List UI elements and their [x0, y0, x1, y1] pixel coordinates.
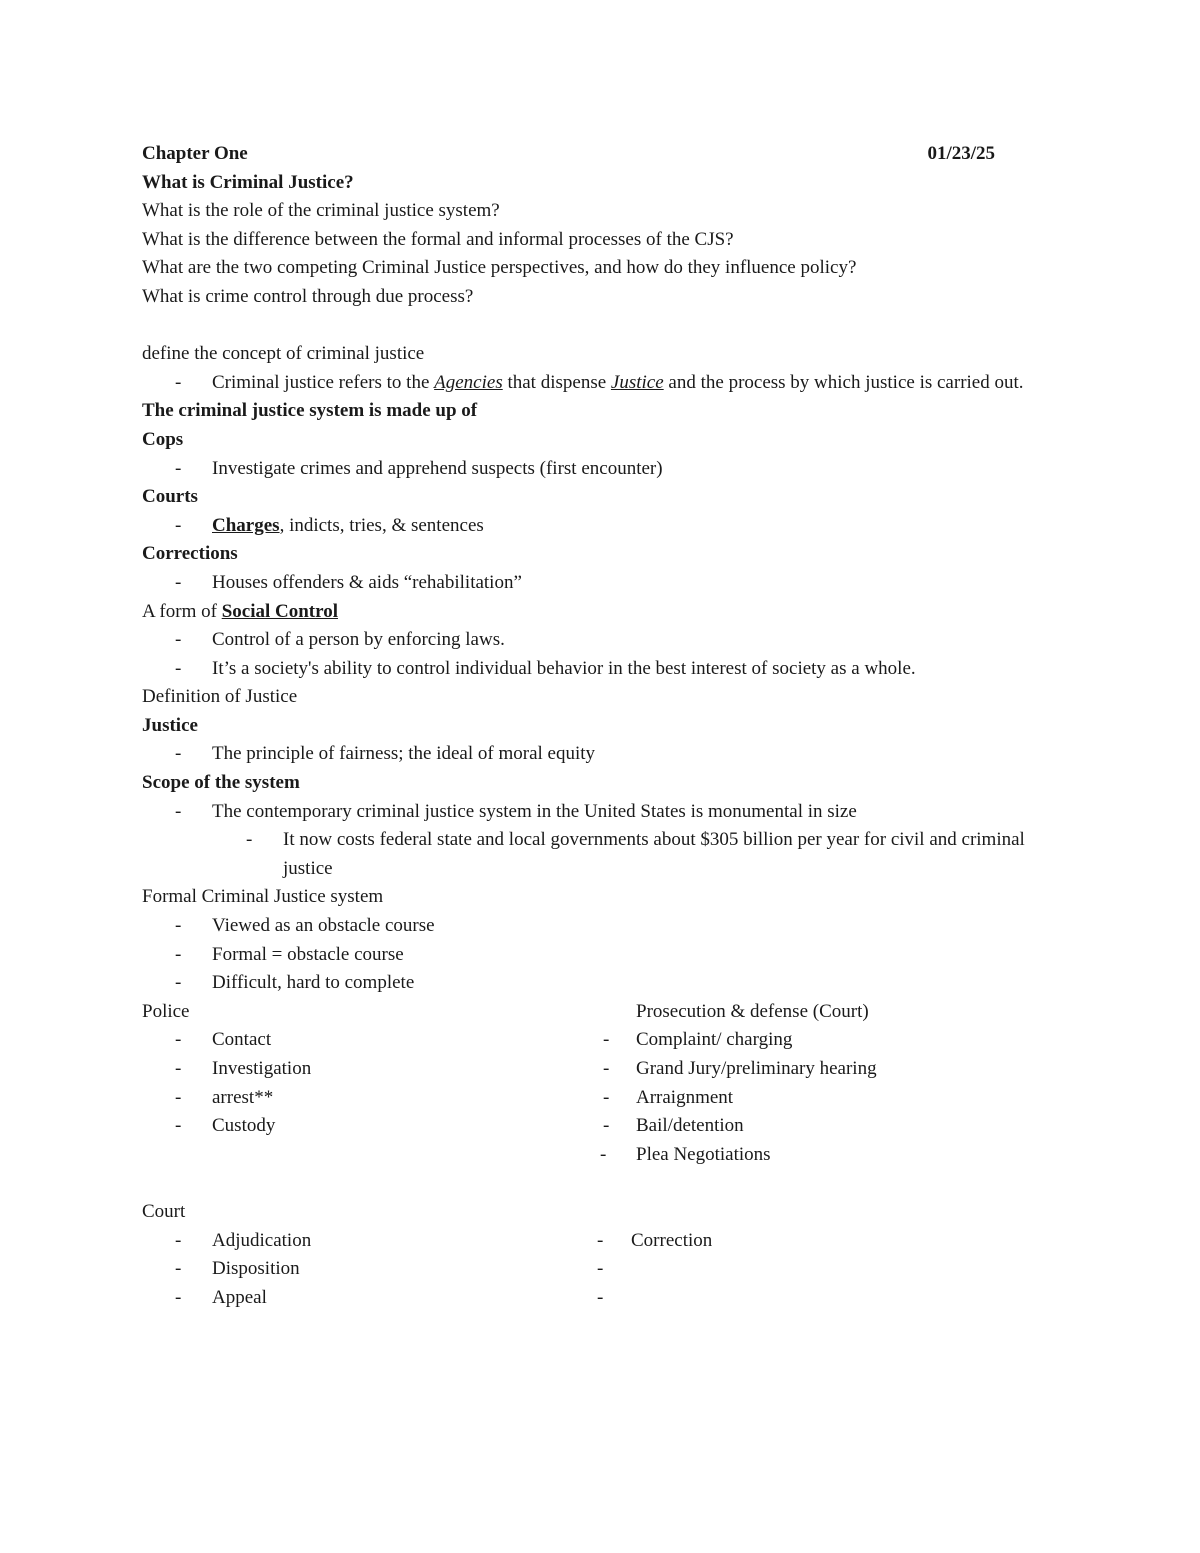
police-prosecution-headings: [142, 998, 1052, 1027]
justice-term: Justice: [610, 371, 664, 393]
system-heading: The criminal justice system is made up of: [142, 400, 478, 422]
agencies-term: Agencies: [434, 371, 503, 393]
list-item: - Contact - Complaint/ charging: [175, 1029, 793, 1051]
formal-bullet-2: - Formal = obstacle course: [175, 943, 404, 965]
scope-sub-bullet: - It now costs federal state and local governments about $305 billion per year for civil and criminal justice: [246, 829, 1025, 879]
charges-term: Charges: [212, 514, 280, 536]
prosecution-heading: Prosecution & defense (Court): [636, 1000, 869, 1022]
list-item: - Appeal -: [175, 1286, 604, 1308]
social-control-heading: A form of Social Control: [142, 600, 338, 622]
police-heading: Police: [142, 1000, 190, 1022]
define-bullet: - Criminal justice refers to the Agencies that dispense Justice and the process by which justice is carried out.: [142, 369, 1052, 398]
question-1: What is the role of the criminal justice system?: [142, 200, 500, 222]
bullet-dash: -: [175, 371, 182, 393]
question-2: What is the difference between the formal and informal processes of the CJS?: [142, 228, 734, 250]
list-item: - arrest** - Arraignment: [175, 1086, 734, 1108]
social-bullet-2: - It’s a society's ability to control individual behavior in the best interest of society as a whole.: [175, 657, 916, 679]
define-heading: define the concept of criminal justice: [142, 343, 425, 365]
justice-bullet: - The principle of fairness; the ideal of moral equity: [175, 743, 596, 765]
scope-heading: Scope of the system: [142, 772, 300, 794]
corrections-heading: Corrections: [142, 543, 238, 565]
list-item: - Adjudication - Correction: [175, 1229, 713, 1251]
social-bullet-1: - Control of a person by enforcing laws.: [175, 629, 505, 651]
list-item: - Investigation - Grand Jury/preliminary hearing: [175, 1058, 877, 1079]
list-item: - Disposition -: [175, 1258, 604, 1280]
formal-bullet-3: - Difficult, hard to complete: [175, 972, 415, 994]
date: 01/23/25: [927, 143, 995, 164]
chapter-title: Chapter One: [142, 143, 248, 164]
question-4: What is crime control through due process?: [142, 285, 474, 307]
cops-heading: Cops: [142, 428, 184, 450]
courts-heading: Courts: [142, 486, 198, 508]
definition-of-justice: Definition of Justice: [142, 686, 298, 708]
social-control-term: Social Control: [221, 600, 338, 622]
corrections-bullet: - Houses offenders & aids “rehabilitation”: [175, 571, 522, 593]
cops-bullet: - Investigate crimes and apprehend suspects (first encounter): [175, 457, 663, 479]
list-item: - Plea Negotiations: [600, 1143, 771, 1165]
scope-bullet: - The contemporary criminal justice system in the United States is monumental in size: [175, 800, 857, 822]
justice-heading: Justice: [142, 714, 198, 736]
question-3: What are the two competing Criminal Justice perspectives, and how do they influence policy?: [142, 257, 857, 279]
page-title: What is Criminal Justice?: [142, 171, 354, 193]
court-heading: Court: [142, 1200, 186, 1222]
formal-bullet-1: - Viewed as an obstacle course: [175, 915, 435, 937]
list-item: - Custody - Bail/detention: [175, 1115, 744, 1137]
document-page: [142, 140, 1052, 1312]
header-line: [142, 140, 995, 169]
formal-heading: Formal Criminal Justice system: [142, 886, 384, 908]
courts-bullet: - Charges, indicts, tries, & sentences: [175, 514, 484, 536]
